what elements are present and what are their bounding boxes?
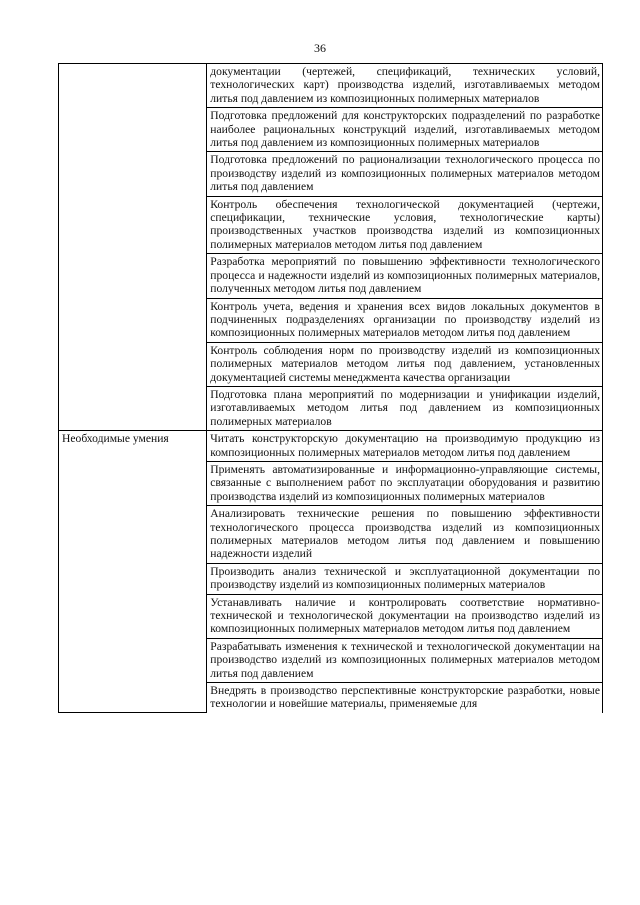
table-cell-text: Анализировать технические решения по повышению эффективности технологического процесса производства изделий из композиционных полимерных материалов методом литья под давлением и повышению надежности изделий bbox=[207, 506, 603, 564]
table-cell-text: Разрабатывать изменения к технической и технологической документации на производство изделий из композиционных полимерных материалов методом литья под давлением bbox=[207, 638, 603, 682]
table-cell-text: документации (чертежей, спецификаций, технических условий, технологических карт) производства изделий, изготавливаемых методом литья под давлением из композиционных полимерных материалов bbox=[207, 64, 603, 108]
table-cell-text: Читать конструкторскую документацию на производимую продукцию из композиционных полимерных материалов методом литья под давлением bbox=[207, 431, 603, 462]
table-cell-text: Устанавливать наличие и контролировать соответствие нормативно-технической и технологической документации на производство изделий из композиционных полимерных материалов методом литья под давлением bbox=[207, 594, 603, 638]
skills-label: Необходимые умения bbox=[59, 431, 207, 713]
label-cell-empty bbox=[59, 64, 207, 431]
table-cell-text: Контроль обеспечения технологической документацией (чертежи, спецификации, технические условия, технологические карты) производственных участков производства изделий из композиционных полимерных материалов методом литья под давлением bbox=[207, 196, 603, 254]
requirements-table bbox=[58, 63, 603, 713]
table-cell-text: Применять автоматизированные и информационно-управляющие системы, связанные с выполнением работ по эксплуатации оборудования и развитию производства изделий из композиционных полимерных материалов bbox=[207, 461, 603, 505]
table-cell-text: Разработка мероприятий по повышению эффективности технологического процесса и надежности изделий из композиционных полимерных материалов, полученных методом литья под давлением bbox=[207, 254, 603, 298]
table-cell-text: Контроль учета, ведения и хранения всех видов локальных документов в подчиненных подразделениях организации по производству изделий из композиционных полимерных материалов методом литья под давлением bbox=[207, 298, 603, 342]
table-cell-text: Производить анализ технической и эксплуатационной документации по производству изделий из композиционных полимерных материалов bbox=[207, 563, 603, 594]
table-row bbox=[59, 431, 603, 462]
table-cell-text: Контроль соблюдения норм по производству изделий из композиционных полимерных материалов методом литья под давлением, установленных документацией системы менеджмента качества организации bbox=[207, 342, 603, 386]
table-row bbox=[59, 64, 603, 108]
table-cell-text: Подготовка плана мероприятий по модернизации и унификации изделий, изготавливаемых методом литья под давлением из композиционных полимерных материалов bbox=[207, 386, 603, 430]
table-cell-text: Подготовка предложений для конструкторских подразделений по разработке наиболее рациональных конструкций изделий, изготавливаемых методом литья под давлением из композиционных полимерных материалов bbox=[207, 108, 603, 152]
page-number: 36 bbox=[314, 41, 326, 55]
table-cell-text: Внедрять в производство перспективные конструкторские разработки, новые технологии и новейшие материалы, применяемые для bbox=[207, 683, 603, 713]
table-cell-text: Подготовка предложений по рационализации технологического процесса по производству изделий из композиционных полимерных материалов методом литья под давлением bbox=[207, 152, 603, 196]
